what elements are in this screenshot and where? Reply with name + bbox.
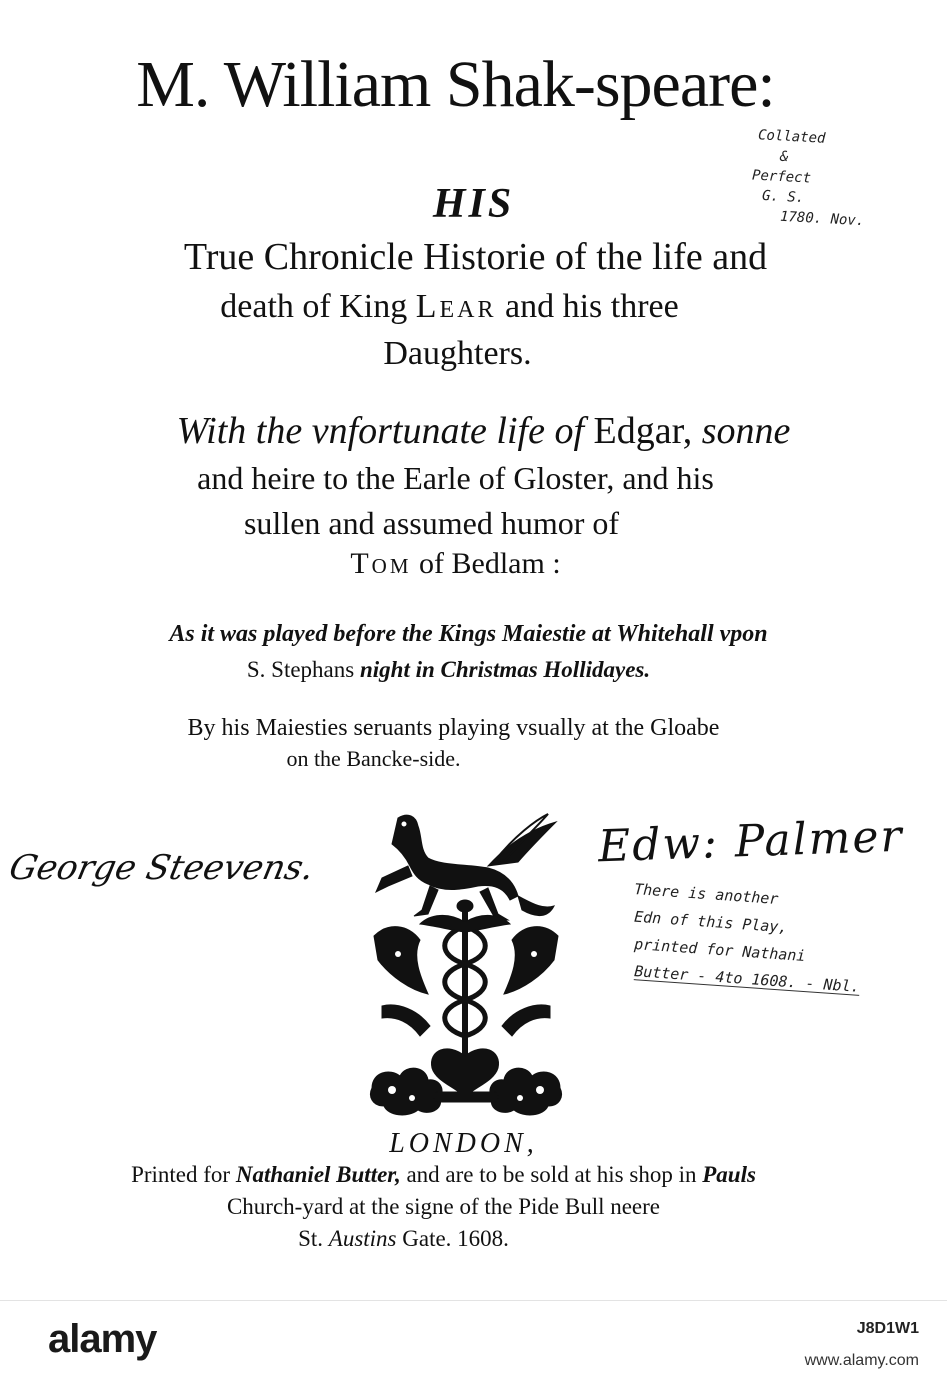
title-2c: and his three (496, 288, 679, 325)
subtitle-edgar: Edgar, (593, 410, 702, 452)
subtitle-line-2: and heire to the Earle of Gloster, and his (197, 460, 714, 496)
performance-2b: night in Christmas Hollidayes. (359, 657, 651, 682)
performance-line-2 (0, 658, 922, 681)
subtitle-tom: Tom (350, 547, 412, 580)
title-line-2 (0, 290, 923, 324)
company-line-1: By his Maiesties seruants playing vsually at the Gloabe (187, 715, 720, 741)
palmer-signature: Edw: Palmer (597, 810, 905, 873)
subtitle-sonne: sonne (701, 410, 791, 452)
his-heading: HIS (432, 181, 515, 227)
alamy-logo: alamy (48, 1317, 157, 1361)
subtitle-1a: With the vnfortunate life of (176, 410, 594, 452)
subtitle-line-1 (10, 412, 947, 450)
site-url-label: www.alamy.com (804, 1352, 919, 1369)
pencil-note-line: Butter - 4to 1608. - Nbl. (633, 962, 861, 996)
subtitle-bedlam: of Bedlam : (411, 547, 561, 580)
margin-note-line: & (779, 148, 789, 166)
imprint-austins: Austins (328, 1226, 397, 1251)
imprint-line-2 (0, 1163, 917, 1186)
company-line-2: on the Bancke-side. (286, 746, 461, 771)
margin-note-line: 1780. Nov. (779, 208, 865, 230)
author-line: M. William Shak-speare: (136, 48, 775, 121)
subtitle-line-3: sullen and assumed humor of (243, 505, 620, 541)
pencil-note-line: There is another (633, 879, 779, 909)
title-2a: death of King (220, 288, 416, 325)
performance-2a: S. Stephans (246, 657, 360, 682)
steevens-signature: George Steevens. (5, 848, 318, 888)
imprint-line-3: Church-yard at the signe of the Pide Bull neere (226, 1194, 661, 1219)
pegasus-device-icon (368, 806, 564, 1118)
title-line-1: True Chronicle Historie of the life and (183, 236, 768, 278)
imprint-2c: and are to be sold at his shop in (400, 1162, 703, 1187)
margin-note-line: Collated (757, 127, 826, 147)
imprint-4c: Gate. 1608. (396, 1226, 509, 1251)
margin-note-line: G. S. (761, 187, 805, 207)
stock-footer (0, 1300, 947, 1391)
title-lear: Lear (415, 288, 497, 325)
subtitle-line-4 (0, 549, 929, 579)
imprint-city: LONDON, (389, 1128, 538, 1159)
imprint-butter: Nathaniel Butter, (235, 1162, 401, 1187)
imprint-line-4 (0, 1227, 877, 1250)
image-id-label: J8D1W1 (856, 1320, 919, 1337)
imprint-pauls: Pauls (702, 1162, 756, 1187)
title-line-3: Daughters. (383, 335, 532, 372)
pencil-note-line: printed for Nathani (633, 935, 807, 965)
performance-line-1: As it was played before the Kings Maiestie at Whitehall vpon (169, 621, 768, 647)
pencil-note-line: Edn of this Play, (633, 907, 789, 937)
imprint-2a: Printed for (131, 1162, 236, 1187)
margin-note-line: Perfect (751, 167, 812, 187)
imprint-4a: St. (298, 1226, 329, 1251)
